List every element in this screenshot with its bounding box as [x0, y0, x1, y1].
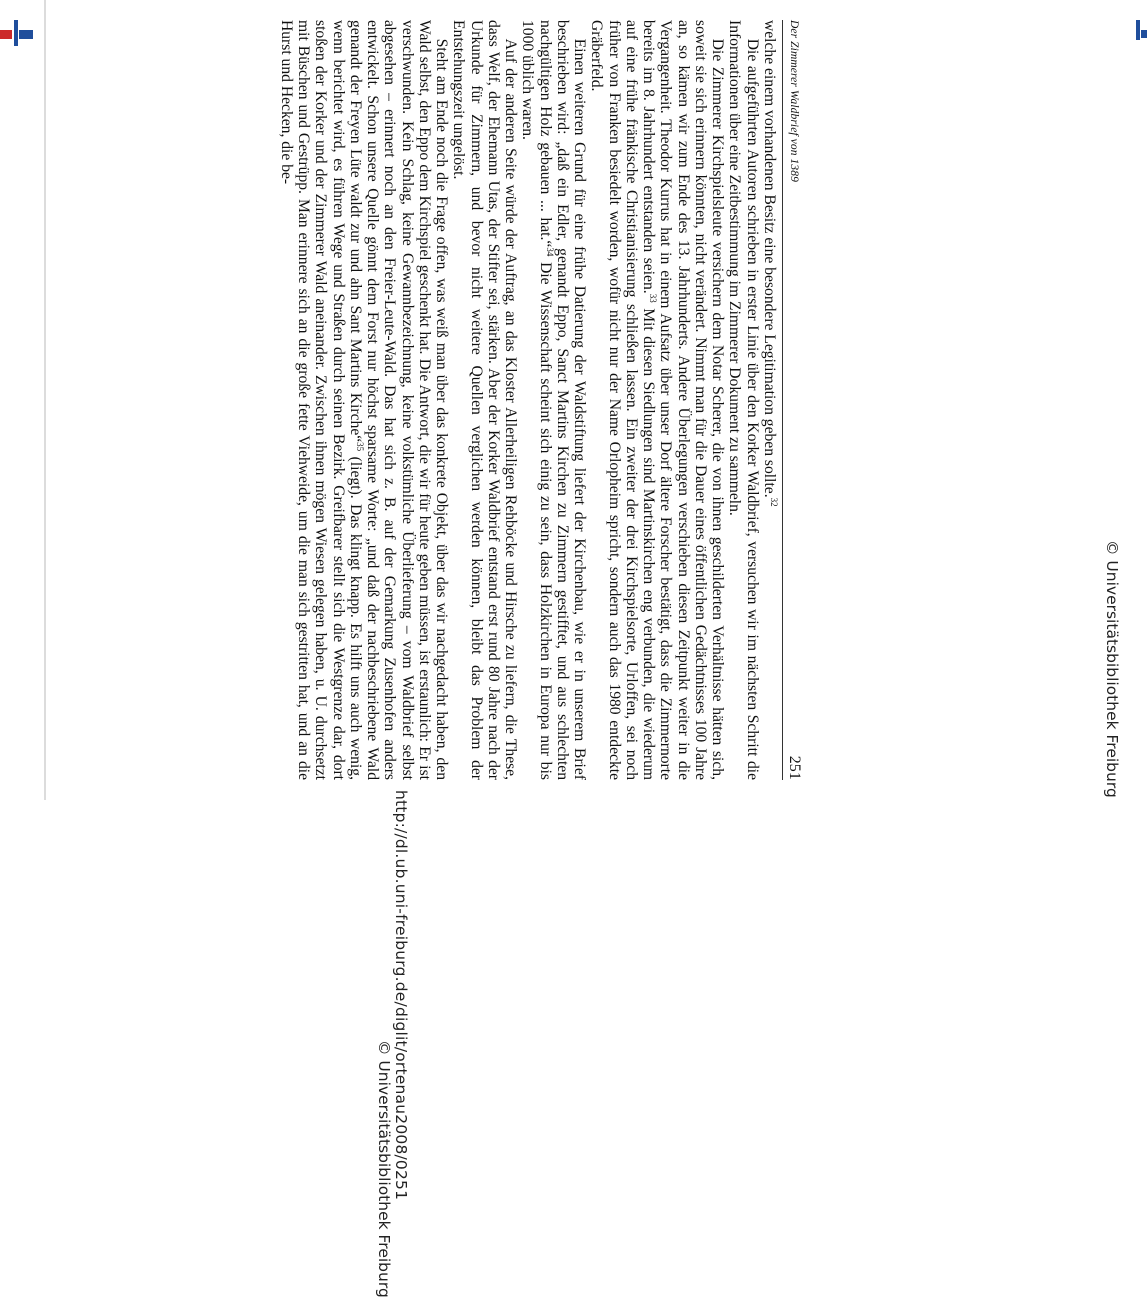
logo-mark: [19, 30, 33, 39]
url-watermark: http://dl.ub.uni-freiburg.de/diglit/ortenau2008/0251: [392, 790, 410, 1201]
body-text: [278, 20, 778, 780]
copyright-watermark: © Universitätsbibliothek Freiburg: [375, 1040, 393, 1298]
logo-mark: [0, 30, 12, 39]
paragraph: Die Zimmerer Kirchspielsleute versichern dem Notar Scherer, die von ihnen geschilderten Verhältnisse hätten sich, soweit sie sich erinnern könnten, nicht verändert. Nimmt man für die Dauer eines öffentlichen Gedächtnisses 100 Jahre an, so kämen wir zum Ende des 13. Jahrhunderts. Andere Überlegungen verschieben diesen Zeitpunkt weiter in die Vergangenheit. Theodor Kurrus hat in einem Aufsatz über unser Dorf ältere Forscher bestätigt, dass die Zimmernorte bereits im 8. Jahrhundert entstanden seien.$^{33}$ Mit diesen Siedlungen sind Martinskirchen eng verbunden, die wiederum auf eine frühe fränkische Christianisierung schließen lassen. Ein zweiter der drei Kirchspielsorte, Urloffen, sei noch früher von Franken besiedelt worden, wofür nicht nur der Name Orlopheim spricht, sondern auch das 1980 entdeckte Gräberfeld.: [588, 20, 727, 781]
document-page: [278, 20, 803, 781]
logo-mark: [1136, 20, 1140, 40]
running-head: [786, 20, 803, 780]
paragraph: welche einem vorhandenen Besitz eine besondere Legitimation geben sollte.$^{32}$: [761, 20, 780, 507]
logo-mark: [1141, 30, 1147, 38]
paragraph: Einen weiteren Grund für eine frühe Datierung der Waldstiftung liefert der Kirchenbau, wie er in unserem Brief beschrieben wird: „daß ein Edler, genandt Eppo, Sanct Martins Kirchen zu Zimmern gestifftet, und aus schlechten nachgültigen Holz gebauen ... hat.“$^{34}$ Die Wissenschaft scheint sich einig zu sein, dass Holzkirchen in Europa nur bis 1000 üblich waren.: [519, 20, 589, 781]
left-margin-panel: [0, 0, 44, 800]
copyright-watermark-right: © Universitätsbibliothek Freiburg: [1103, 540, 1121, 798]
footnote-ref: 33: [648, 293, 659, 303]
paragraph: Die aufgeführten Autoren schrieben in erster Linie über den Korker Waldbrief, versuchen wir im nächsten Schritt die Informationen über eine Zeitbestimmung im Zimmerer Dokument zu sammeln.: [726, 20, 761, 780]
running-head-title: Der Zimmerer Waldbrief von 1389: [788, 20, 800, 182]
divider: [44, 0, 46, 800]
logo-mark: [14, 20, 18, 46]
footnote-ref: 32: [769, 497, 780, 507]
header-rule: [782, 20, 783, 780]
paragraph: Steht am Ende noch die Frage offen, was weiß man über das konkrete Objekt, über das wir nachgedacht haben, den Wald selbst, den Eppo dem Kirchspiel geschenkt hat. Die Antwort, die wir für heute geben müssen, ist erstaunlich: Er ist verschwunden. Kein Schlag, keine Gewannbezeichnung, keine volkstümliche Überlieferung – vom Waldbrief selbst abgesehen – erinnert noch an den Freier-Leute-Wald. Das hat sich z. B. auf der Gemarkung Zusenhofen anders entwickelt. Schon unsere Quelle gönnt dem Forst nur höchst sparsame Worte: „und daß der nachbeschriebene Wald genandt der Freyen Lüte waldt zur und ahn Sant Martins Kirche“$^{35}$ (liegt). Das klingt knapp. Es hilft uns auch wenig, wenn berichtet wird, es führen Wege und Straßen durch seinen Bezirk. Greifbarer stellt sich die Westgrenze dar, dort stoßen der Korker und der Zimmerer Wald aneinander. Zwischen ihnen mögen Wiesen gelegen haben, u. U. durchsetzt mit Büschen und Gestrüpp. Man erinnere sich an die große fette Viehweide, um die man sich gestritten hat, und an die Hurst und Hecken, die be-: [278, 20, 451, 780]
footnote-ref: 35: [355, 442, 366, 452]
page-number: 251: [786, 755, 803, 780]
footnote-ref: 34: [544, 247, 555, 257]
paragraph: Auf der anderen Seite würde der Auftrag, an das Kloster Allerheiligen Rehböcke und Hirsche zu liefern, die These, dass Welf, der Ehemann Utas, der Stifter sei, stärken. Aber der Korker Waldbrief entstand erst rund 80 Jahre nach der Urkunde für Zimmern, und bevor nicht weitere Quellen verglichen werden können, bleibt das Problem der Entstehungszeit ungelöst.: [450, 20, 520, 780]
